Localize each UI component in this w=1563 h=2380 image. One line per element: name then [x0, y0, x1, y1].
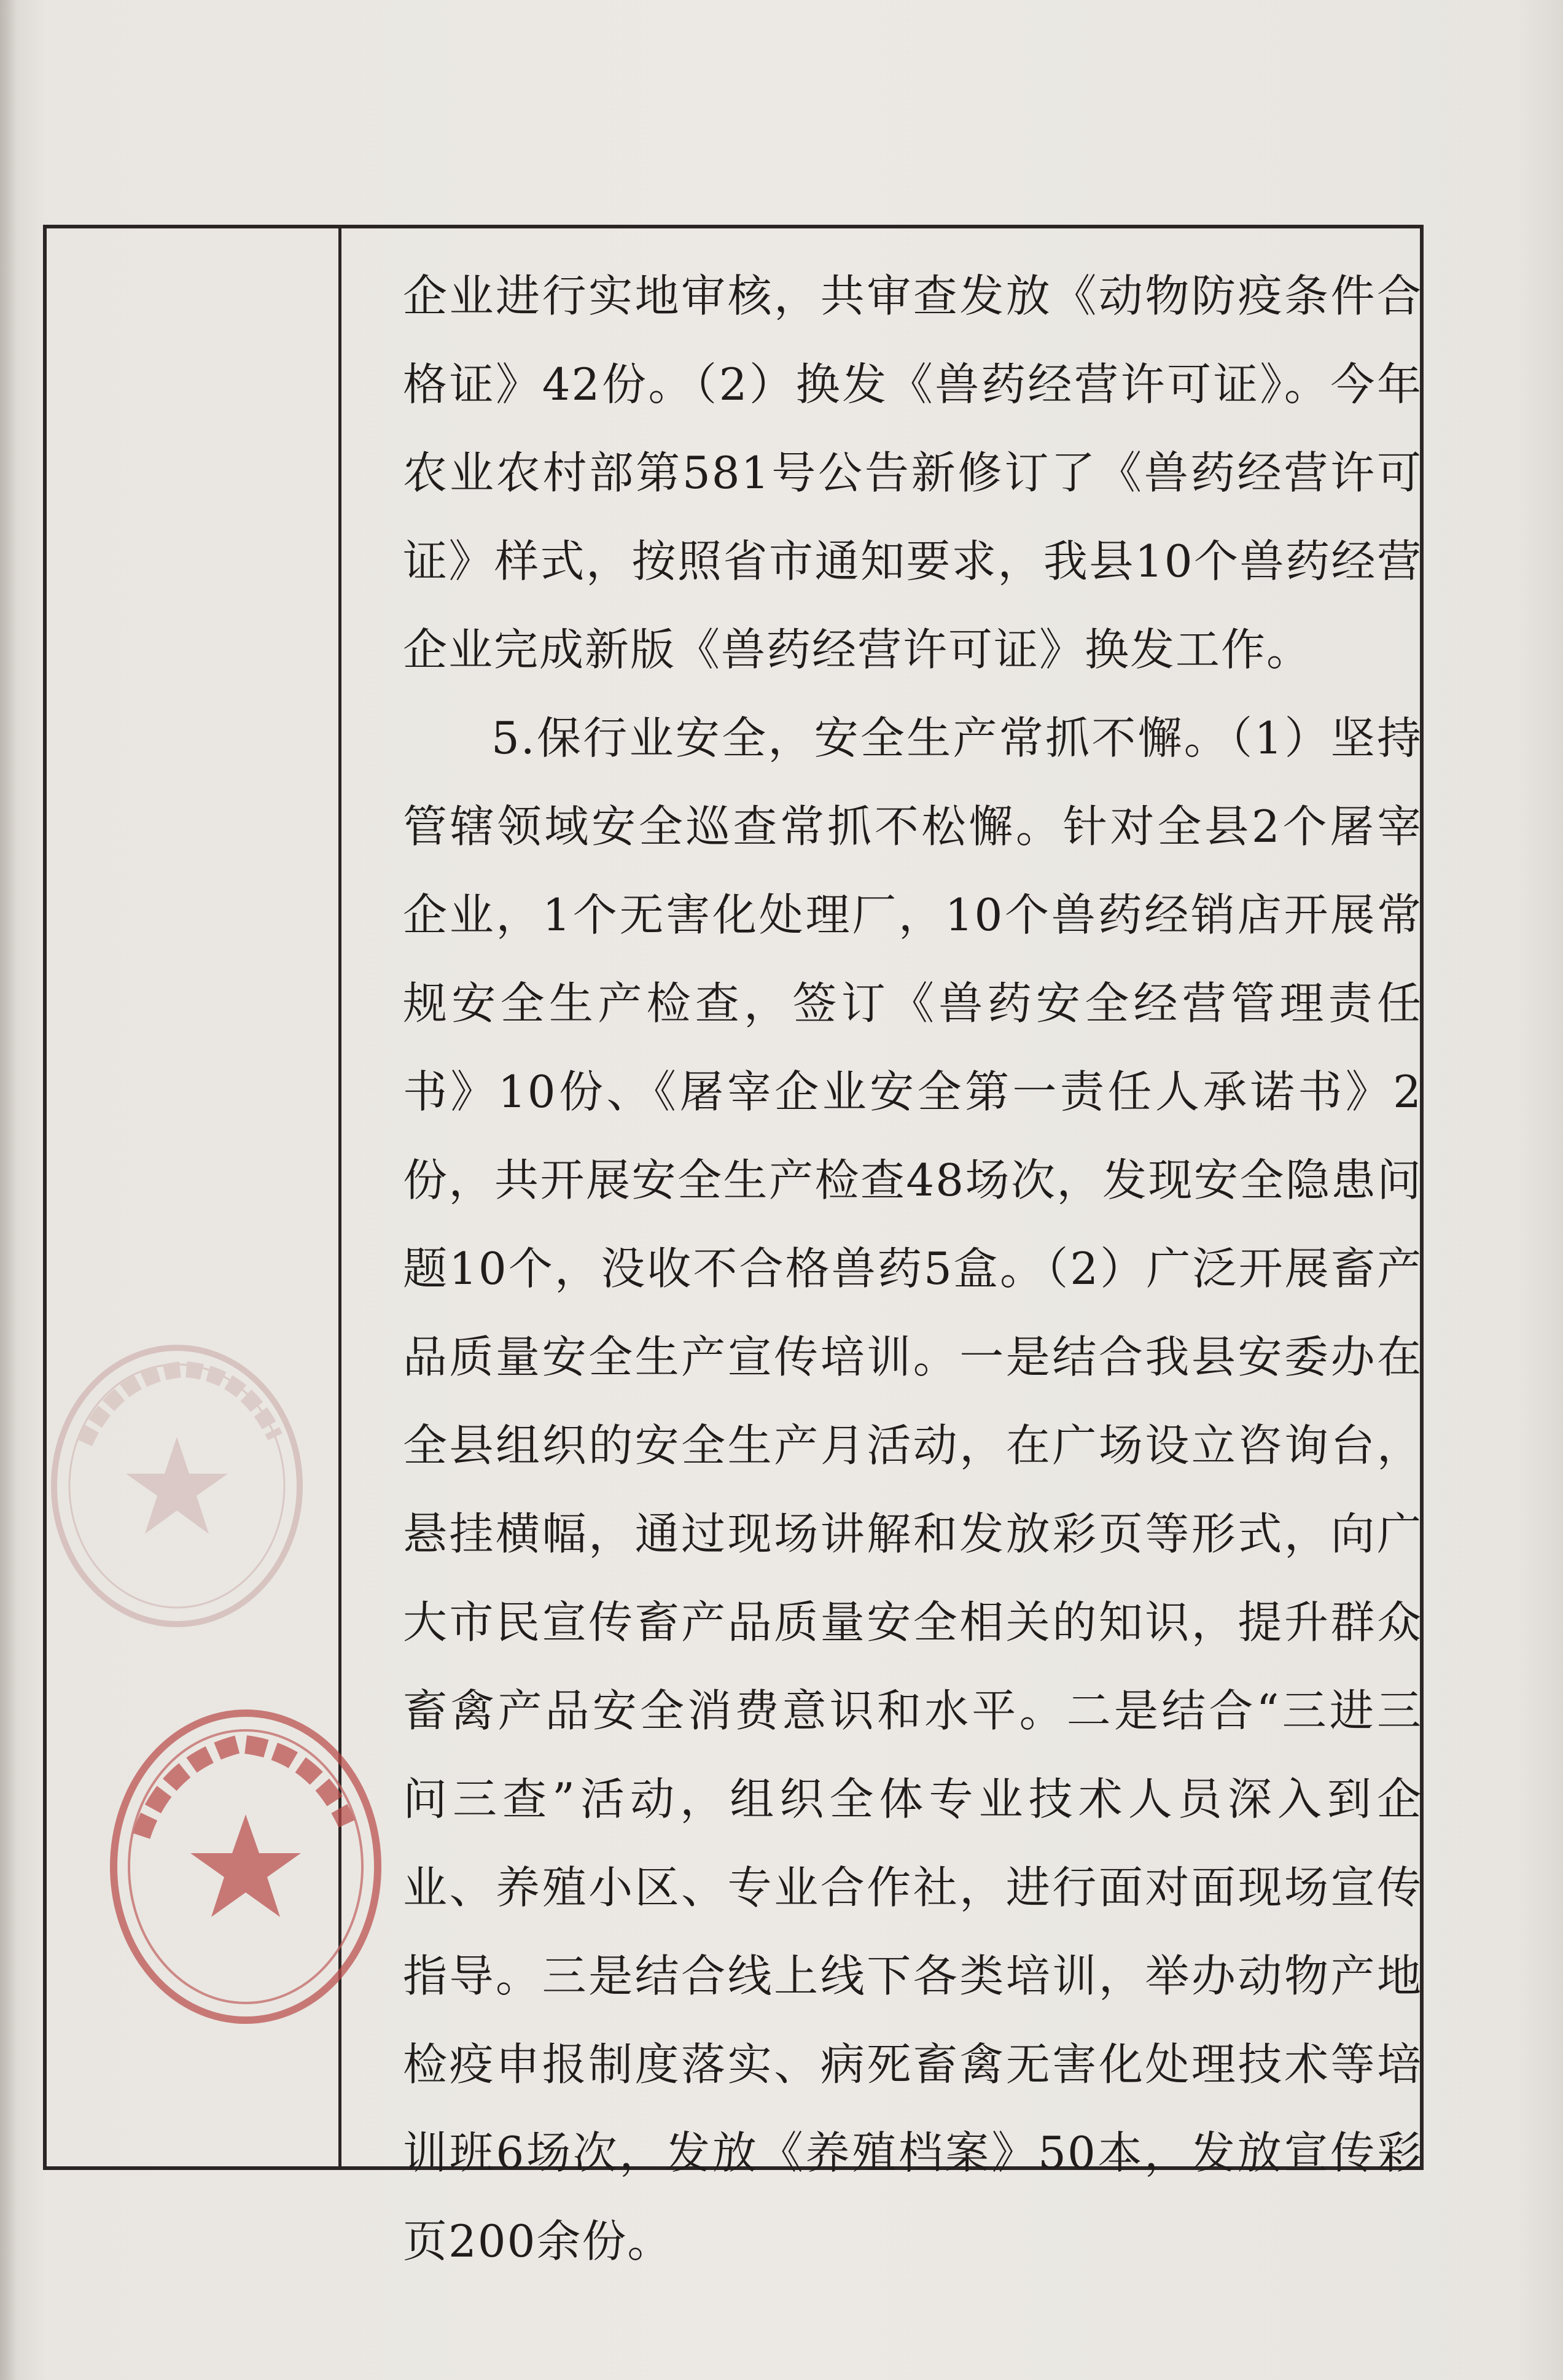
paragraph-permit-renewal: 企业进行实地审核，共审查发放《动物防疫条件合格证》42份。（2）换发《兽药经营许可证》。今年农业农村部第581号公告新修订了《兽药经营许可证》样式，按照省市通知要求，我县10个兽药经营企业完成新版《兽药经营许可证》换发工作。 [403, 270, 1422, 675]
paragraph-industry-safety: 5.保行业安全，安全生产常抓不懈。（1）坚持管辖领域安全巡查常抓不松懈。针对全县2个屠宰企业，1个无害化处理厂，10个兽药经销店开展常规安全生产检查，签订《兽药安全经营管理责任书》10份、《屠宰企业安全第一责任人承诺书》2份，共开展安全生产检查48场次，发现安全隐患问题10个，没收不合格兽药5盒。（2）广泛开展畜产品质量安全生产宣传培训。一是结合我县安委办在全县组织的安全生产月活动，在广场设立咨询台，悬挂横幅，通过现场讲解和发放彩页等形式，向广大市民宣传畜产品质量安全相关的知识，提升群众畜禽产品安全消费意识和水平。二是结合“三进三问三查”活动，组织全体专业技术人员深入到企业、养殖小区、专业合作社，进行面对面现场宣传指导。三是结合线上线下各类培训，举办动物产地检疫申报制度落实、病死畜禽无害化处理技术等培训班6场次，发放《养殖档案》50本，发放宣传彩页200余份。 [403, 712, 1422, 2267]
report-body-text [403, 252, 1422, 2285]
table-content-cell [341, 228, 1422, 2267]
official-seal-icon [42, 1332, 312, 1639]
binding-shadow [0, 0, 17, 2380]
official-seal-icon [98, 1695, 393, 2039]
